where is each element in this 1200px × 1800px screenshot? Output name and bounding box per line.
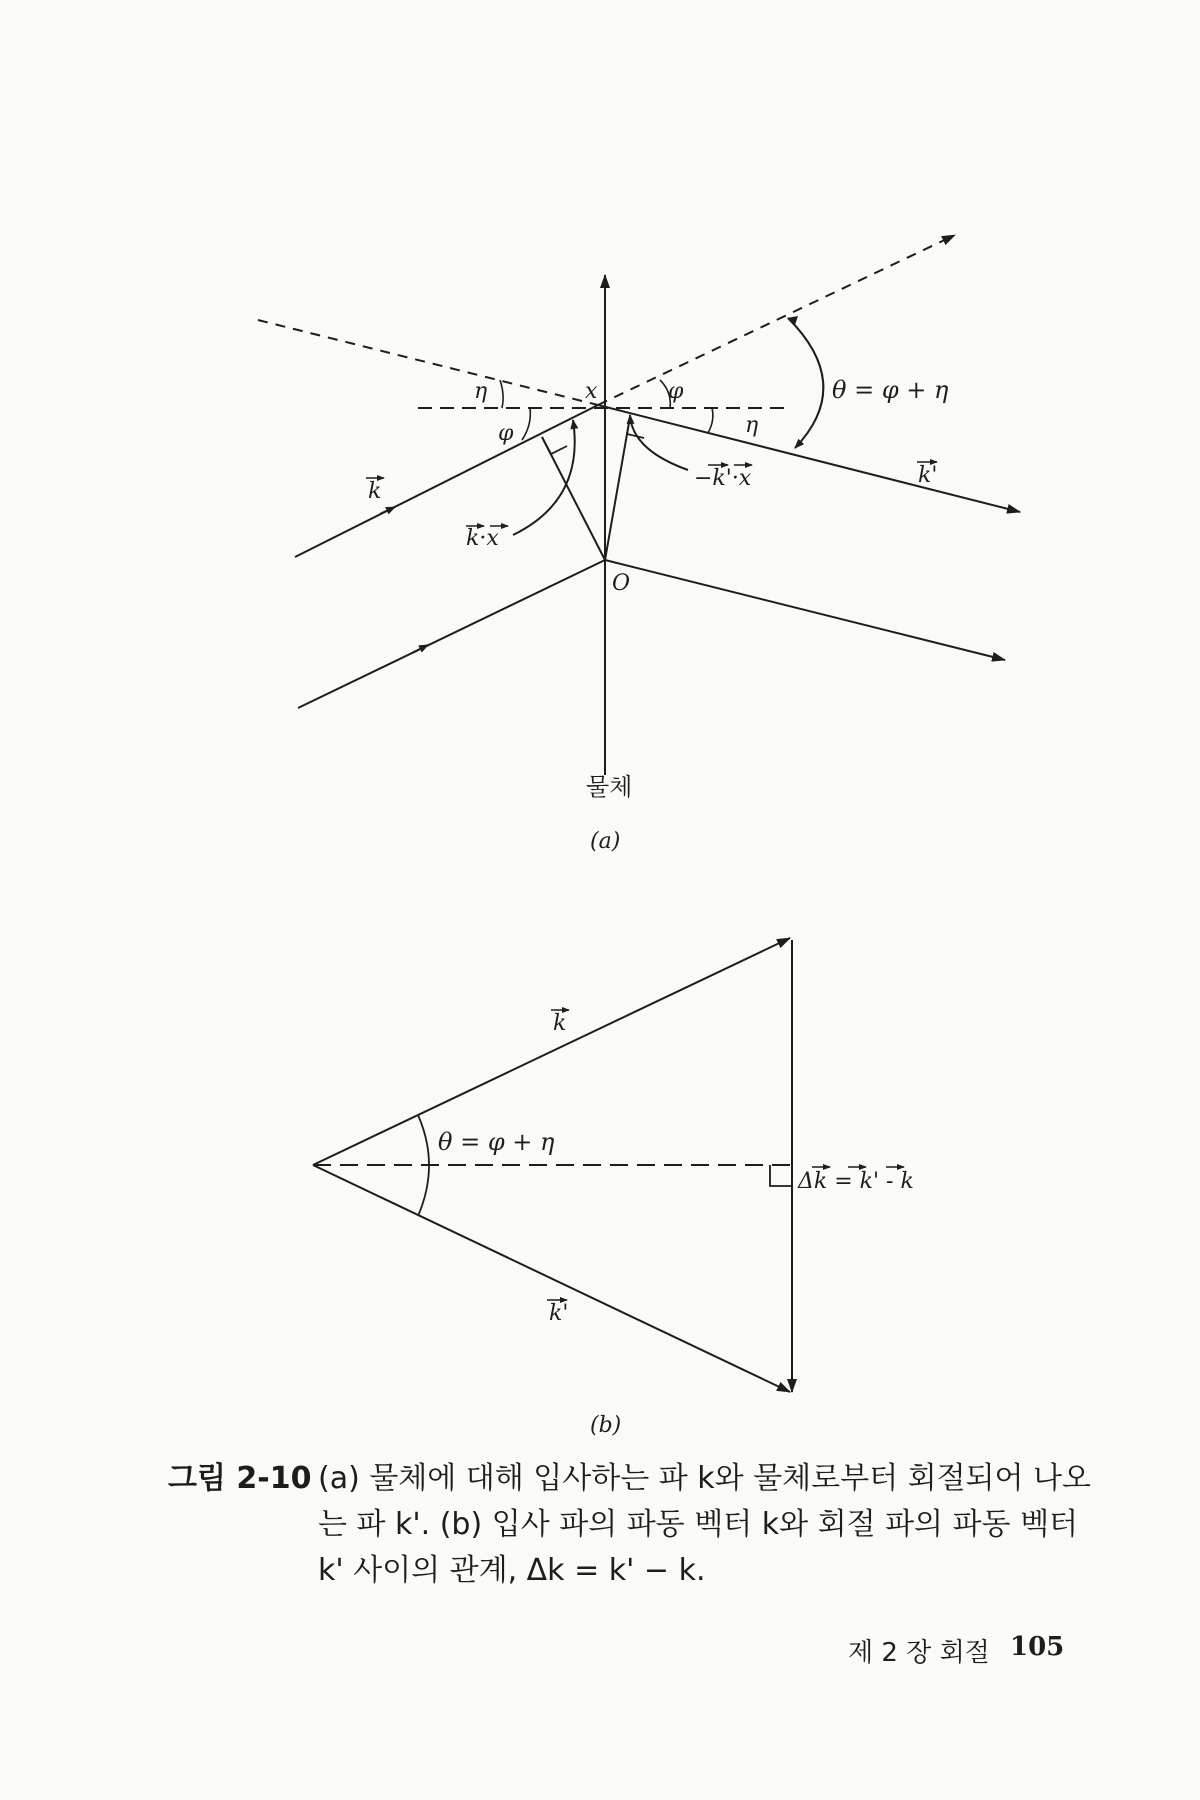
eta-arc-right bbox=[708, 408, 713, 433]
label-k-prime-b: k' bbox=[549, 1301, 569, 1326]
label-k-incident: k bbox=[368, 479, 382, 504]
chapter-running-head: 제 2 장 회절 bbox=[848, 1638, 990, 1668]
incident-ray-lower bbox=[298, 560, 605, 708]
incident-ray-lower-arrow bbox=[412, 645, 428, 653]
k-dot-x-callout-arc bbox=[513, 420, 575, 535]
figure-b-labels bbox=[438, 1010, 914, 1438]
label-k-dot-x: k·x bbox=[466, 526, 499, 551]
panel-label-a: (a) bbox=[590, 829, 621, 854]
label-delta-k: Δk = k' - k bbox=[798, 1169, 914, 1194]
label-minus-kprime-dot-x: −k'·x bbox=[694, 466, 752, 491]
label-k-prime-scattered: k' bbox=[918, 463, 938, 488]
label-x-point: x bbox=[585, 379, 598, 404]
minus-kprime-dot-x-callout-arc bbox=[630, 415, 688, 470]
right-angle-mark-b bbox=[770, 1165, 792, 1186]
label-phi-left: φ bbox=[498, 421, 514, 446]
page-number: 105 bbox=[1010, 1632, 1065, 1662]
label-theta-relation-a: θ = φ + η bbox=[832, 376, 949, 404]
phi-arc-left bbox=[522, 408, 530, 440]
perp-to-scattered bbox=[605, 417, 630, 560]
caption-line-3: k' 사이의 관계, Δk = k' − k. bbox=[318, 1553, 706, 1588]
incident-ray-upper-arrow bbox=[380, 507, 395, 514]
caption-line-2: 는 파 k'. (b) 입사 파의 파동 벡터 k와 회절 파의 파동 벡터 bbox=[318, 1507, 1079, 1542]
label-origin: O bbox=[612, 571, 631, 596]
label-eta-left: η bbox=[474, 379, 488, 404]
figure-a-labels bbox=[366, 376, 949, 854]
label-object: 물체 bbox=[586, 773, 633, 801]
theta-arc bbox=[788, 318, 823, 448]
caption-label: 그림 2-10 bbox=[168, 1461, 312, 1496]
label-phi-right: φ bbox=[668, 379, 684, 404]
right-angle-mark-left bbox=[542, 437, 567, 454]
figure-a bbox=[258, 235, 1020, 775]
label-k-b: k bbox=[553, 1011, 567, 1036]
vector-k-prime bbox=[313, 1165, 790, 1392]
eta-arc-left bbox=[500, 380, 503, 408]
incident-dashed-extension bbox=[258, 320, 598, 405]
scattered-ray-lower bbox=[605, 560, 1005, 660]
incident-ray-upper bbox=[295, 405, 598, 557]
label-eta-right: η bbox=[745, 413, 759, 438]
caption-line-1: (a) 물체에 대해 입사하는 파 k와 물체로부터 회절되어 나오 bbox=[318, 1461, 1092, 1496]
panel-label-b: (b) bbox=[590, 1413, 622, 1438]
label-theta-relation-b: θ = φ + η bbox=[438, 1128, 555, 1156]
